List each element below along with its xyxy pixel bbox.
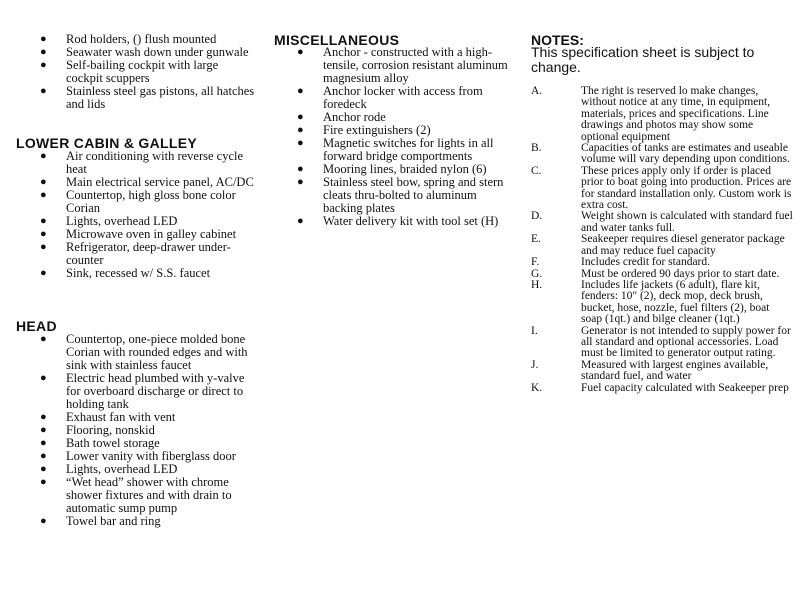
note-item <box>531 86 793 143</box>
bullet-icon: ● <box>297 46 304 58</box>
bullet-icon: ● <box>40 267 47 279</box>
list-item-text: Main electrical service panel, AC/DC <box>66 175 254 189</box>
list-item-text: Sink, recessed w/ S.S. faucet <box>66 266 211 280</box>
note-letter: G. <box>531 267 543 280</box>
list-item-text: Mooring lines, braided nylon (6) <box>323 162 487 176</box>
list-item-text: Lights, overhead LED <box>66 214 178 228</box>
list-item-text: Anchor - constructed with a high-tensile, corrosion resistant aluminum magnesium alloy <box>323 45 508 85</box>
top-feature-list <box>40 32 256 111</box>
list-item-text: Refrigerator, deep-drawer under-counter <box>66 240 231 267</box>
bullet-icon: ● <box>40 333 47 345</box>
note-item <box>531 383 793 394</box>
note-text: These prices apply only if order is placed prior to boat going into production. Prices are for standard installation only. Custom work is extra cost. <box>581 164 792 212</box>
note-text: Generator is not intended to supply power for all standard and optional accessories. Load must be limited to generator output rating. <box>581 324 791 360</box>
bullet-icon: ● <box>40 176 47 188</box>
list-item-text: Air conditioning with reverse cycle heat <box>66 149 244 176</box>
note-text: Measured with largest engines available, standard fuel, and water <box>581 358 769 383</box>
note-letter: K. <box>531 381 543 394</box>
list-item-text: Lower vanity with fiberglass door <box>66 449 236 463</box>
list-item-text: “Wet head” shower with chrome shower fixtures and with drain to automatic sump pump <box>66 475 232 515</box>
note-item <box>531 326 793 360</box>
note-letter: H. <box>531 278 543 291</box>
note-text: Includes credit for standard. <box>581 256 711 269</box>
bullet-icon: ● <box>297 85 304 97</box>
bullet-icon: ● <box>40 46 47 58</box>
list-item-text: Fire extinguishers (2) <box>323 123 431 137</box>
bullet-icon: ● <box>297 124 304 136</box>
list-item-text: Seawater wash down under gunwale <box>66 45 249 59</box>
list-item-text: Rod holders, () flush mounted <box>66 32 217 46</box>
head-list <box>40 332 256 528</box>
bullet-icon: ● <box>40 411 47 423</box>
bullet-icon: ● <box>40 476 47 488</box>
list-item-text: Lights, overhead LED <box>66 462 178 476</box>
bullet-icon: ● <box>40 59 47 71</box>
list-item-text: Countertop, high gloss bone color Corian <box>66 188 236 215</box>
note-text: Must be ordered 90 days prior to start date. <box>581 267 780 280</box>
note-item <box>531 360 793 383</box>
notes-list <box>531 86 793 394</box>
bullet-icon: ● <box>40 515 47 527</box>
list-item <box>40 266 256 280</box>
list-item <box>40 149 256 176</box>
bullet-icon: ● <box>40 189 47 201</box>
note-letter: C. <box>531 164 542 177</box>
bullet-icon: ● <box>40 150 47 162</box>
note-letter: F. <box>531 256 540 269</box>
note-item <box>531 166 793 212</box>
bullet-icon: ● <box>40 228 47 240</box>
list-item <box>297 84 511 111</box>
lower-cabin-list <box>40 149 256 280</box>
note-item <box>531 211 793 234</box>
list-item <box>40 84 256 111</box>
note-item <box>531 257 793 268</box>
note-item <box>531 280 793 326</box>
list-item-text: Anchor rode <box>323 110 386 124</box>
list-item-text: Bath towel storage <box>66 436 160 450</box>
notes-intro: This specification sheet is subject to change. <box>531 44 755 75</box>
bullet-icon: ● <box>40 424 47 436</box>
list-item <box>40 240 256 267</box>
bullet-icon: ● <box>40 463 47 475</box>
bullet-icon: ● <box>40 372 47 384</box>
list-item-text: Microwave oven in galley cabinet <box>66 227 237 241</box>
note-text: The right is reserved lo make changes, without notice at any time, in equipment, materials, prices and specifications. Line drawings and photos may show some optional equipment <box>581 85 771 143</box>
bullet-icon: ● <box>40 215 47 227</box>
list-item <box>297 175 511 215</box>
note-item <box>531 143 793 166</box>
list-item <box>40 514 256 528</box>
note-letter: D. <box>531 210 543 223</box>
list-item-text: Exhaust fan with vent <box>66 410 176 424</box>
list-item-text: Magnetic switches for lights in all forward bridge comportments <box>323 136 494 163</box>
list-item <box>40 475 256 515</box>
note-letter: A. <box>531 85 543 97</box>
list-item-text: Electric head plumbed with y-valve for overboard discharge or direct to holding tank <box>66 371 245 411</box>
list-item-text: Towel bar and ring <box>66 514 161 528</box>
list-item <box>40 371 256 411</box>
list-item <box>40 332 256 372</box>
note-text: Fuel capacity calculated with Seakeeper prep <box>581 381 789 394</box>
note-letter: E. <box>531 233 541 246</box>
note-text: Weight shown is calculated with standard fuel and water tanks full. <box>581 210 793 234</box>
bullet-icon: ● <box>40 450 47 462</box>
bullet-icon: ● <box>297 163 304 175</box>
list-item-text: Stainless steel bow, spring and stern cleats thru-bolted to aluminum backing plates <box>323 175 504 215</box>
miscellaneous-heading: MISCELLANEOUS <box>274 32 400 48</box>
note-letter: J. <box>531 358 539 371</box>
list-item <box>297 214 511 228</box>
note-letter: B. <box>531 142 542 155</box>
head-heading: HEAD <box>16 318 57 334</box>
note-text: Includes life jackets (6 adult), flare kit, fenders: 10" (2), deck mop, deck brush, bucket, hose, nozzle, fuel filters (2), boat soap (1qt.) and bilge cleaner (1qt.) <box>581 278 770 326</box>
bullet-icon: ● <box>40 241 47 253</box>
list-item <box>297 136 511 163</box>
note-letter: I. <box>531 324 538 337</box>
bullet-icon: ● <box>297 176 304 188</box>
bullet-icon: ● <box>297 111 304 123</box>
list-item-text: Stainless steel gas pistons, all hatches and lids <box>66 84 255 111</box>
note-text: Seakeeper requires diesel generator package and may reduce fuel capacity <box>581 233 785 257</box>
note-text: Capacities of tanks are estimates and useable volume will vary depending upon conditions. <box>581 142 790 166</box>
list-item-text: Water delivery kit with tool set (H) <box>323 214 499 228</box>
miscellaneous-list <box>297 45 511 228</box>
list-item <box>40 58 256 85</box>
list-item-text: Self-bailing cockpit with large cockpit scuppers <box>66 58 219 85</box>
list-item <box>297 45 511 85</box>
note-item <box>531 234 793 257</box>
notes-title: NOTES: <box>531 32 584 48</box>
list-item-text: Anchor locker with access from foredeck <box>323 84 483 111</box>
bullet-icon: ● <box>297 215 304 227</box>
list-item-text: Flooring, nonskid <box>66 423 155 437</box>
bullet-icon: ● <box>40 437 47 449</box>
list-item <box>40 188 256 215</box>
bullet-icon: ● <box>40 85 47 97</box>
lower-cabin-heading: LOWER CABIN & GALLEY <box>16 135 197 151</box>
bullet-icon: ● <box>297 137 304 149</box>
list-item-text: Countertop, one-piece molded bone Corian with rounded edges and with sink with stainless faucet <box>66 332 248 372</box>
bullet-icon: ● <box>40 33 47 45</box>
